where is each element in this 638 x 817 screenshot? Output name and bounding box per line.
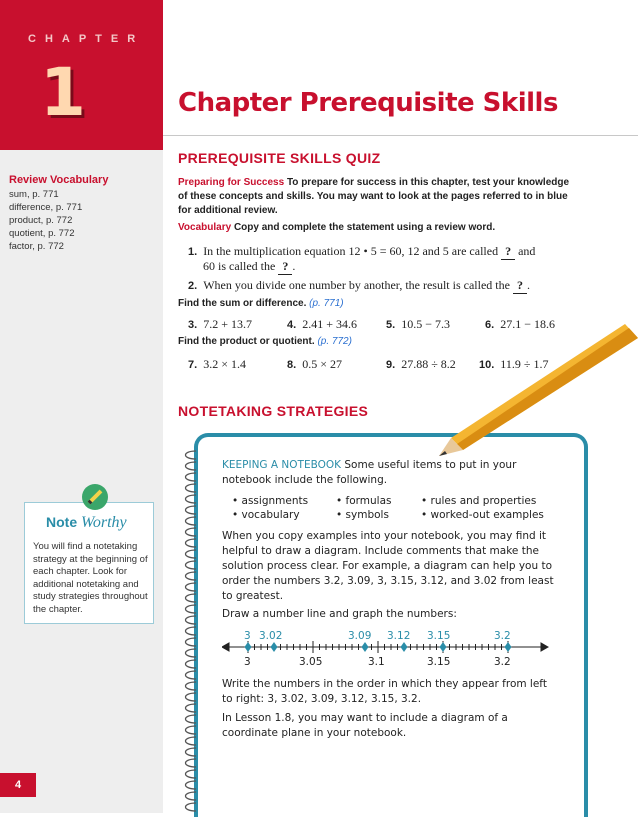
title-divider [163,135,638,136]
point-label: 3.12 [387,630,411,642]
question-number: 2. [188,280,198,292]
paragraph-line: to greatest. [222,590,284,602]
point-label: 3.09 [348,630,372,642]
paragraph-line: In Lesson 1.8, you may want to include a diagram of a [222,712,508,724]
preparing-for-success [178,176,578,218]
instruction-text: Find the sum or difference. [178,298,307,309]
review-item: product, p. 772 [9,215,73,226]
question-number: 8. [287,359,297,371]
question-number: 1. [188,246,198,258]
review-item: difference, p. 771 [9,202,83,213]
bullet-item: • worked-out examples [421,509,544,521]
vocabulary-instruction [178,222,495,233]
point-label: 3.02 [259,630,283,642]
question-text: When you divide one number by another, the result is called the [203,278,510,292]
number-line-point [271,642,278,652]
chapter-number: 1 [40,54,86,131]
paragraph-line: to right: 3, 3.02, 3.09, 3.12, 3.15, 3.2. [222,693,422,705]
review-item: sum, p. 771 [9,189,59,200]
bullet-list [421,494,544,522]
review-item: quotient, p. 772 [9,228,75,239]
review-vocabulary-title: Review Vocabulary [9,174,109,186]
notebook-paragraph-2 [222,677,547,707]
question-text: . [292,259,296,273]
notetaking-heading: NOTETAKING STRATEGIES [178,403,369,419]
page-reference: (p. 771) [309,298,344,309]
tick-label: 3 [244,656,251,668]
question-number: 6. [485,319,495,331]
page-reference: (p. 772) [317,336,352,347]
question-number: 5. [386,319,396,331]
notebook-paragraph-1 [222,529,554,604]
question-8 [287,356,342,373]
question-number: 4. [287,319,297,331]
paragraph-line: When you copy examples into your notebook, you may find it [222,530,547,542]
point-label: 3 [244,630,251,642]
question-expression: 3.2 × 1.4 [203,357,246,371]
question-text: In the multiplication equation 12 • 5 = 60, 12 and 5 are called [203,244,499,258]
tick-label: 3.15 [427,656,451,668]
number-line-point [362,642,369,652]
note-worthy-title [46,514,127,532]
tick-label: 3.05 [299,656,323,668]
question-text: . [526,278,530,292]
bullet-item: • assignments [232,495,309,507]
number-line-point [401,642,408,652]
note-worthy-title-b: Worthy [81,514,127,531]
pencil-badge-icon [80,482,110,512]
question-text: 60 is called the [203,259,276,273]
paragraph-line: solution process clear. For example, a diagram can help you to [222,560,553,572]
bullet-item: • rules and properties [421,495,537,507]
question-expression: 0.5 × 27 [302,357,342,371]
notebook-paragraph-3 [222,711,508,741]
bullet-item: • vocabulary [232,509,300,521]
number-line-point [505,642,512,652]
chapter-label: CHAPTER [28,33,145,45]
question-1-cont [203,258,295,275]
question-expression: 11.9 ÷ 1.7 [500,357,549,371]
bullet-list [232,494,308,522]
point-label: 3.15 [427,630,451,642]
product-instruction [178,336,352,347]
tick-label: 3.2 [494,656,511,668]
question-text: and [518,244,536,258]
point-label: 3.2 [494,630,511,642]
tick-label: 3.1 [368,656,385,668]
keeping-notebook-intro [222,458,516,473]
notebook-spiral [180,445,206,813]
paragraph-line: coordinate plane in your notebook. [222,727,407,739]
answer-blank: ? [501,243,515,260]
paragraph-line: order the numbers 3.2, 3.09, 3, 3.15, 3.12, and 3.02 from least [222,575,554,587]
answer-blank: ? [278,258,292,275]
question-expression: 27.88 ÷ 8.2 [401,357,456,371]
paragraph-line: Write the numbers in the order in which they appear from left [222,678,547,690]
question-expression: 7.2 + 13.7 [203,317,252,331]
question-4 [287,316,357,333]
prep-lead: Preparing for Success [178,177,285,188]
question-7 [188,356,246,373]
question-number: 7. [188,359,198,371]
bullet-list [336,494,392,522]
notebook-text: notebook include the following. [222,474,388,486]
review-vocabulary-list [9,188,82,253]
question-expression: 27.1 − 18.6 [500,317,555,331]
question-number: 9. [386,359,396,371]
note-worthy-text: You will find a notetaking strategy at the beginning of each chapter. Look for additional notetaking and study strategies throughout the chapter. [33,541,148,615]
bullet-item: • formulas [336,495,392,507]
pencil-icon [425,318,638,458]
page-number: 4 [0,773,36,797]
number-line-point [245,642,252,652]
question-3 [188,316,252,333]
draw-instruction: Draw a number line and graph the numbers: [222,608,457,620]
vocab-text: Copy and complete the statement using a review word. [233,222,496,233]
question-2 [188,277,530,294]
notebook-text: Some useful items to put in your [344,459,517,471]
question-number: 10. [479,359,495,371]
answer-blank: ? [513,277,527,294]
bullet-item: • symbols [336,509,389,521]
prep-text: To prepare for success in this chapter, test your knowledge of these concepts and skills. You may want to look at the pages referred to in blue for additional review. [178,177,570,216]
question-expression: 2.41 + 34.6 [302,317,357,331]
quiz-heading: PREREQUISITE SKILLS QUIZ [178,150,381,166]
note-worthy-title-a: Note [46,514,78,530]
vocab-lead: Vocabulary [178,222,232,233]
sum-instruction [178,298,344,309]
keeping-notebook-lead: KEEPING A NOTEBOOK [222,459,342,471]
question-expression: 10.5 − 7.3 [401,317,450,331]
review-item: factor, p. 772 [9,241,64,252]
number-line-point [440,642,447,652]
instruction-text: Find the product or quotient. [178,336,315,347]
page-title: Chapter Prerequisite Skills [178,88,558,118]
paragraph-line: helpful to draw a diagram. Include comments that make the [222,545,539,557]
question-number: 3. [188,319,198,331]
